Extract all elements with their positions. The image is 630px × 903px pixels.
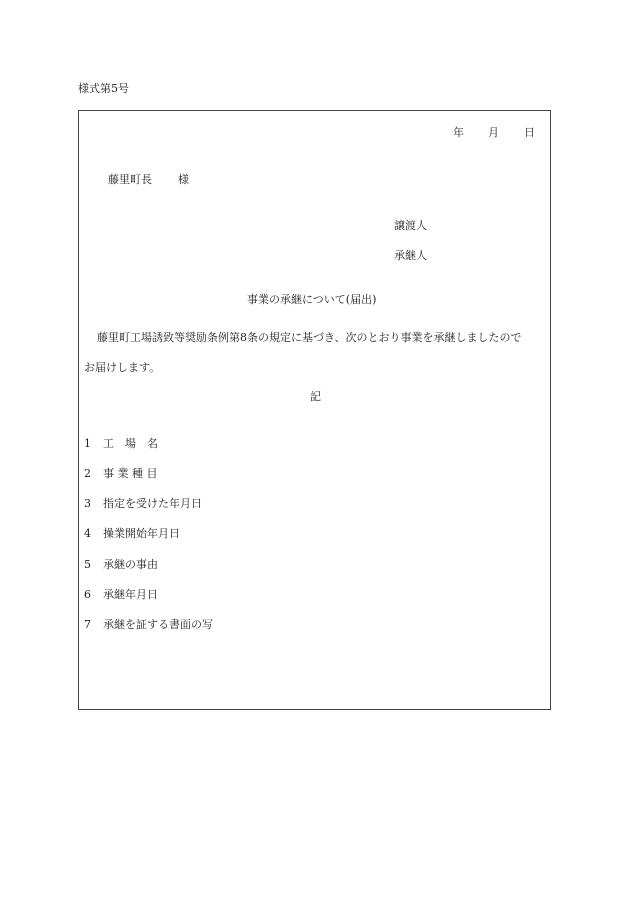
document-title: 事業の承継について(届出) xyxy=(247,293,377,306)
ki-heading: 記 xyxy=(310,390,321,403)
list-item xyxy=(84,619,213,630)
item-label: 承継を証する書面の写 xyxy=(103,618,213,631)
item-number: 7 xyxy=(84,618,91,631)
item-number: 6 xyxy=(84,588,91,601)
addressee-honorific: 様 xyxy=(178,173,189,186)
list-item xyxy=(84,528,180,539)
addressee-name: 藤里町長 xyxy=(108,173,152,186)
item-label: 承継の事由 xyxy=(103,558,158,571)
item-label: 工 場 名 xyxy=(103,437,158,450)
transferor-label: 譲渡人 xyxy=(394,219,427,232)
form-number: 様式第5号 xyxy=(78,82,129,95)
item-label: 承継年月日 xyxy=(103,588,158,601)
item-number: 2 xyxy=(84,467,91,480)
item-number: 5 xyxy=(84,558,91,571)
body-line-1: 藤里町工場誘致等奨励条例第8条の規定に基づき、次のとおり事業を承継しましたので xyxy=(97,331,522,344)
list-item xyxy=(84,468,158,479)
item-number: 4 xyxy=(84,527,91,540)
list-item xyxy=(84,498,202,509)
date-year-label: 年 xyxy=(453,126,464,139)
successor-label: 承継人 xyxy=(394,249,427,262)
date-month-label: 月 xyxy=(488,126,499,139)
date-day-label: 日 xyxy=(524,126,535,139)
item-label: 操業開始年月日 xyxy=(103,527,180,540)
list-item xyxy=(84,589,158,600)
body-line-2: お届けします。 xyxy=(84,361,161,374)
list-item xyxy=(84,438,158,449)
list-item xyxy=(84,559,158,570)
item-number: 1 xyxy=(84,437,91,450)
item-label: 事 業 種 目 xyxy=(103,467,158,480)
item-number: 3 xyxy=(84,497,91,510)
item-label: 指定を受けた年月日 xyxy=(103,497,202,510)
